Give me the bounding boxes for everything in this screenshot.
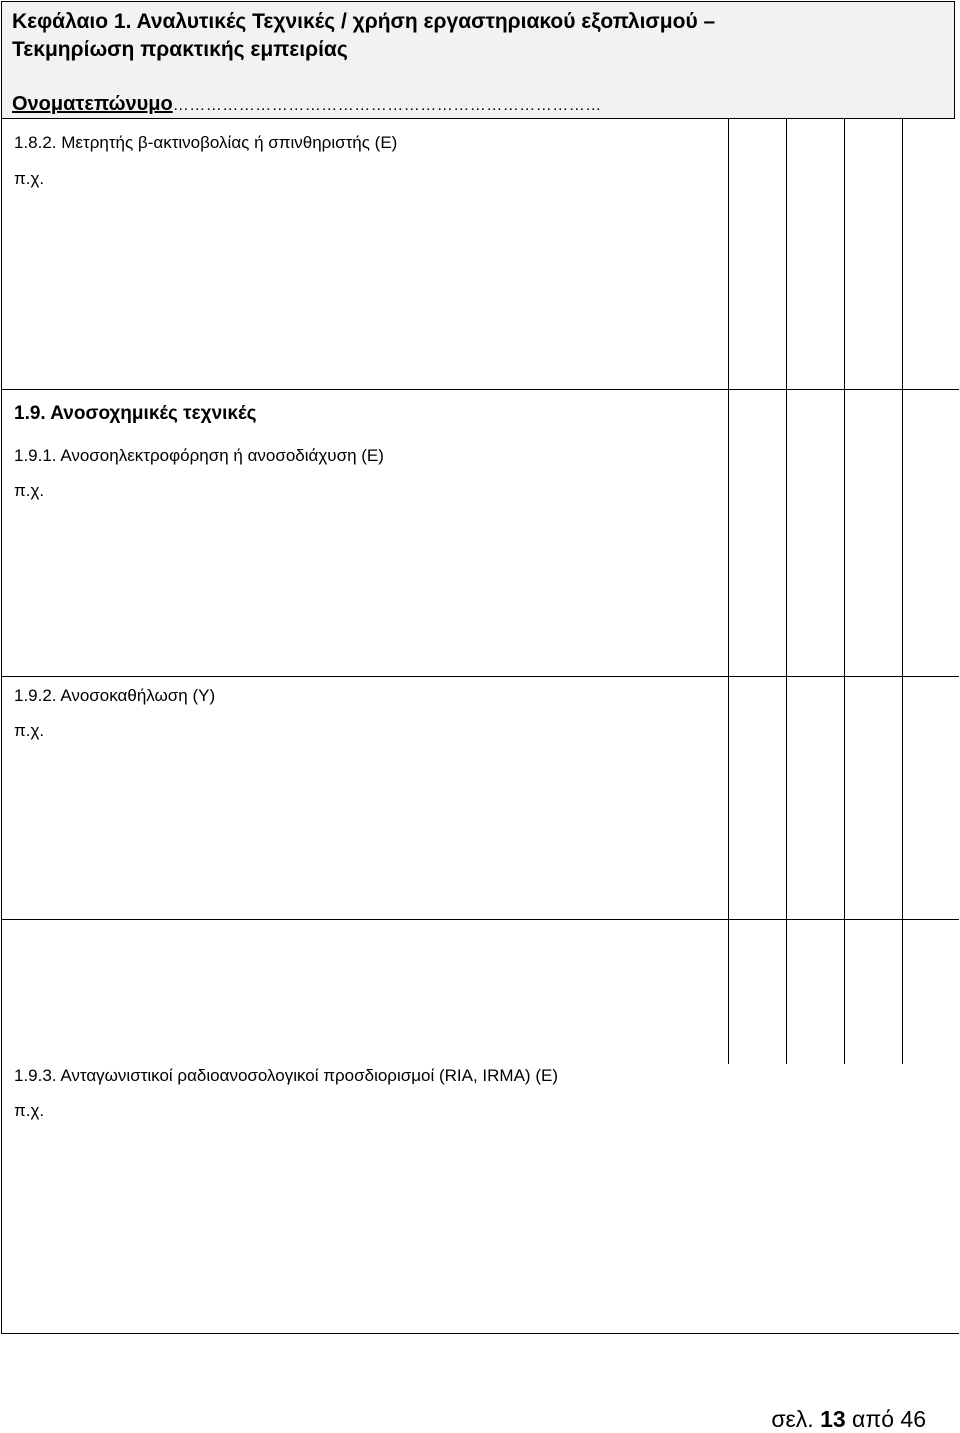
total-pages: 46 [900, 1406, 926, 1432]
page-prefix: σελ. [771, 1406, 814, 1432]
table-divider [728, 920, 729, 1064]
name-blank: …………………………………………………………………… [172, 97, 602, 114]
section-heading: 1.9. Ανοσοχημικές τεχνικές [14, 403, 257, 424]
section-title: 1.8.2. Μετρητής β-ακτινοβολίας ή σπινθηριστής (Ε) [14, 133, 398, 152]
table-divider [786, 920, 787, 1064]
example-label: π.χ. [14, 721, 45, 740]
table-divider [728, 119, 729, 389]
current-page: 13 [820, 1406, 846, 1432]
name-label: Ονοματεπώνυμο [12, 93, 173, 115]
table-divider [902, 119, 903, 389]
example-label: π.χ. [14, 169, 45, 188]
table-divider [844, 390, 845, 676]
table-divider [902, 677, 903, 919]
chapter-subtitle: Τεκμηρίωση πρακτικής εμπειρίας [12, 38, 348, 61]
section-title: 1.9.3. Ανταγωνιστικοί ραδιοανοσολογικοί προσδιορισμοί (RIA, IRMA) (Ε) [14, 1066, 558, 1085]
example-label: π.χ. [14, 481, 45, 500]
section-1-9-row [1, 390, 959, 677]
table-divider [902, 390, 903, 676]
chapter-header [1, 1, 955, 119]
example-label: π.χ. [14, 1101, 45, 1120]
table-divider [786, 390, 787, 676]
section-1-9-3-row [1, 920, 959, 1334]
table-divider [844, 119, 845, 389]
table-divider [728, 677, 729, 919]
page-number [771, 1406, 926, 1433]
table-divider [844, 677, 845, 919]
chapter-title: Κεφάλαιο 1. Αναλυτικές Τεχνικές / χρήση εργαστηριακού εξοπλισμού – [12, 10, 716, 33]
section-title: 1.9.2. Ανοσοκαθήλωση (Υ) [14, 686, 216, 705]
table-divider [786, 119, 787, 389]
table-divider [728, 390, 729, 676]
section-1-8-2-row [1, 119, 959, 390]
table-divider [786, 677, 787, 919]
page-separator: από [852, 1406, 895, 1432]
name-field [12, 93, 602, 116]
section-1-9-2-row [1, 677, 959, 920]
table-divider [902, 920, 903, 1064]
table-divider [844, 920, 845, 1064]
section-title: 1.9.1. Ανοσοηλεκτροφόρηση ή ανοσοδιάχυση (Ε) [14, 446, 384, 465]
